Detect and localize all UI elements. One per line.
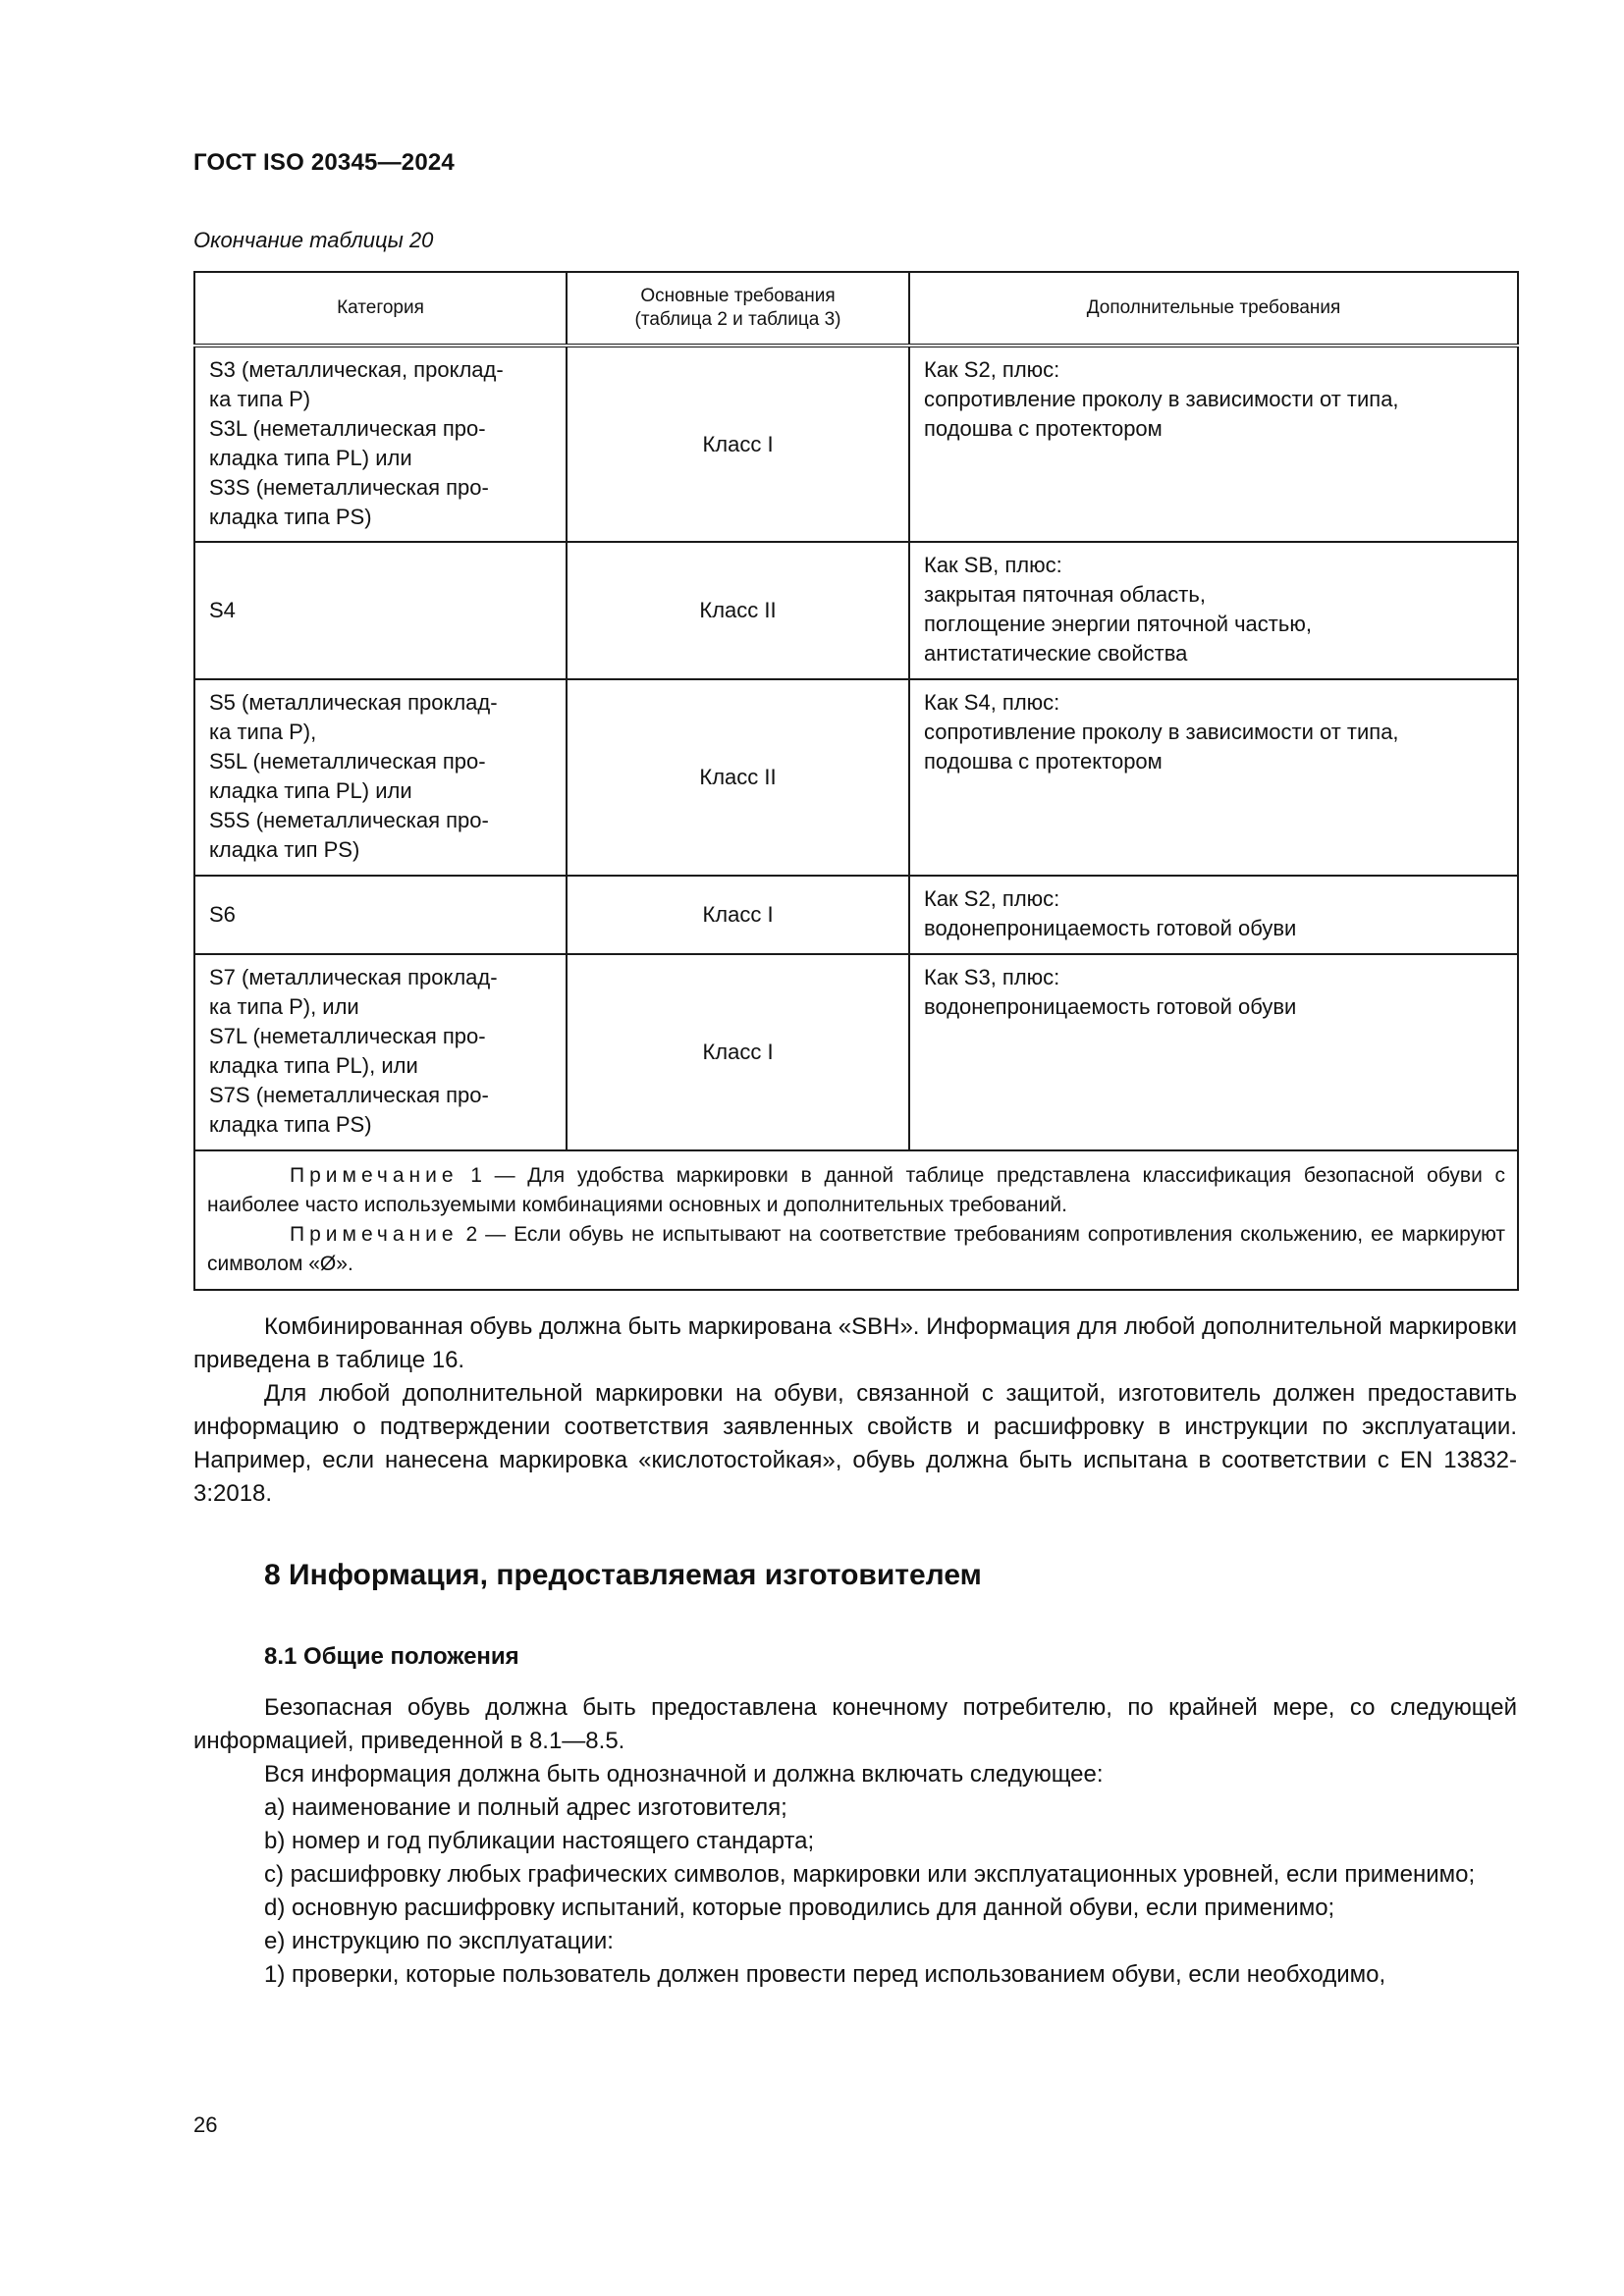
- additional-line: Как S4, плюс:: [924, 690, 1060, 715]
- category-line: S3 (металлическая, проклад-: [209, 357, 504, 382]
- paragraph: Безопасная обувь должна быть предоставлена конечному потребителю, по крайней мере, со следующей информацией, приведенной в 8.1—8.5.: [193, 1694, 1517, 1754]
- page-number: 26: [193, 2112, 218, 2137]
- category-line: кладка типа PS): [209, 505, 372, 529]
- basic-requirement-cell: Класс I: [567, 876, 909, 954]
- additional-line: подошва с протектором: [924, 749, 1163, 774]
- header-basic-line1: Основные требования: [640, 286, 836, 306]
- table-header-row: [194, 272, 1518, 346]
- basic-requirement-cell: Класс II: [567, 679, 909, 876]
- note-1: [207, 1161, 1505, 1220]
- list-item: e) инструкцию по эксплуатации:: [264, 1928, 614, 1954]
- table-caption: Окончание таблицы 20: [193, 228, 434, 252]
- category-line: S7L (неметаллическая про-: [209, 1024, 486, 1048]
- category-cell: [194, 542, 567, 679]
- category-line: S7 (металлическая проклад-: [209, 965, 498, 989]
- table-row: [194, 346, 1518, 542]
- category-line: S3L (неметаллическая про-: [209, 416, 486, 441]
- document-code: ГОСТ ISO 20345—2024: [193, 149, 455, 176]
- additional-requirement-cell: [909, 954, 1518, 1150]
- requirements-table: [193, 271, 1519, 1291]
- table-row: [194, 542, 1518, 679]
- table-notes: [194, 1150, 1518, 1290]
- category-cell: [194, 876, 567, 954]
- section-title: 8 Информация, предоставляемая изготовителем: [264, 1559, 982, 1591]
- table-row: [194, 679, 1518, 876]
- note-text: 1 — Для удобства маркировки в данной таблице представлена классификация безопасной обуви с наиболее часто используемыми комбинациями основных и дополнительных требований.: [207, 1164, 1505, 1216]
- basic-requirement-cell: Класс I: [567, 346, 909, 542]
- paragraph: Комбинированная обувь должна быть маркирована «SBH». Информация для любой дополнительной маркировки приведена в таблице 16.: [193, 1313, 1517, 1373]
- additional-requirement-cell: [909, 542, 1518, 679]
- additional-requirement-cell: [909, 876, 1518, 954]
- body-text-before-section: [193, 1310, 1517, 1511]
- list-item: a) наименование и полный адрес изготовителя;: [264, 1794, 787, 1821]
- list-item: 1) проверки, которые пользователь должен провести перед использованием обуви, если необходимо,: [264, 1961, 1386, 1988]
- category-line: кладка типа PL) или: [209, 446, 412, 470]
- note-label: Примечание: [290, 1164, 459, 1187]
- header-basic-requirements: [567, 272, 909, 346]
- table-notes-row: [194, 1150, 1518, 1290]
- list-item: b) номер и год публикации настоящего стандарта;: [264, 1828, 815, 1854]
- additional-requirement-cell: [909, 346, 1518, 542]
- header-category: Категория: [194, 272, 567, 346]
- basic-requirement-cell: Класс I: [567, 954, 909, 1150]
- category-line: S6: [209, 902, 236, 927]
- category-line: S3S (неметаллическая про-: [209, 475, 489, 500]
- list-item: d) основную расшифровку испытаний, которые проводились для данной обуви, если применимо;: [264, 1895, 1335, 1921]
- additional-line: водонепроницаемость готовой обуви: [924, 916, 1297, 940]
- additional-line: сопротивление проколу в зависимости от типа,: [924, 387, 1399, 411]
- note-text: 2 — Если обувь не испытывают на соответствие требованиям сопротивления скольжению, ее маркируют символом «Ø».: [207, 1223, 1505, 1275]
- category-line: ка типа Р): [209, 387, 311, 411]
- additional-line: поглощение энергии пяточной частью,: [924, 612, 1312, 636]
- paragraph: Для любой дополнительной маркировки на обуви, связанной с защитой, изготовитель должен предоставить информацию о подтверждении соответствия заявленных свойств и расшифровку в инструкции по эксплуатации. Например, если нанесена маркировка «кислотостойкая», обувь должна быть испытана в соответствии с EN 13832-3:2018.: [193, 1380, 1517, 1507]
- note-label: Примечание: [290, 1223, 459, 1246]
- additional-line: Как SB, плюс:: [924, 553, 1062, 577]
- header-additional-requirements: Дополнительные требования: [909, 272, 1518, 346]
- category-line: ка типа Р),: [209, 720, 317, 744]
- category-line: кладка типа PL) или: [209, 778, 412, 803]
- category-line: ка типа Р), или: [209, 994, 359, 1019]
- additional-line: Как S2, плюс:: [924, 357, 1060, 382]
- category-line: кладка тип PS): [209, 837, 360, 862]
- category-line: S4: [209, 598, 236, 622]
- category-line: S5 (металлическая проклад-: [209, 690, 498, 715]
- body-text-after-section: [193, 1691, 1517, 1992]
- header-basic-line2: (таблица 2 и таблица 3): [634, 309, 841, 330]
- category-line: кладка типа PS): [209, 1112, 372, 1137]
- category-cell: [194, 954, 567, 1150]
- paragraph: Вся информация должна быть однозначной и должна включать следующее:: [264, 1761, 1104, 1788]
- additional-line: Как S2, плюс:: [924, 886, 1060, 911]
- category-cell: [194, 679, 567, 876]
- list-item: c) расшифровку любых графических символов, маркировки или эксплуатационных уровней, если применимо;: [264, 1861, 1476, 1888]
- additional-line: закрытая пяточная область,: [924, 582, 1206, 607]
- category-line: S5L (неметаллическая про-: [209, 749, 486, 774]
- note-2: [207, 1220, 1505, 1279]
- additional-line: подошва с протектором: [924, 416, 1163, 441]
- basic-requirement-cell: Класс II: [567, 542, 909, 679]
- subsection-title: 8.1 Общие положения: [264, 1643, 519, 1670]
- additional-line: водонепроницаемость готовой обуви: [924, 994, 1297, 1019]
- table-row: [194, 954, 1518, 1150]
- category-cell: [194, 346, 567, 542]
- additional-requirement-cell: [909, 679, 1518, 876]
- additional-line: сопротивление проколу в зависимости от типа,: [924, 720, 1399, 744]
- category-line: S7S (неметаллическая про-: [209, 1083, 489, 1107]
- category-line: кладка типа PL), или: [209, 1053, 418, 1078]
- additional-line: Как S3, плюс:: [924, 965, 1060, 989]
- additional-line: антистатические свойства: [924, 641, 1188, 666]
- category-line: S5S (неметаллическая про-: [209, 808, 489, 832]
- table-row: [194, 876, 1518, 954]
